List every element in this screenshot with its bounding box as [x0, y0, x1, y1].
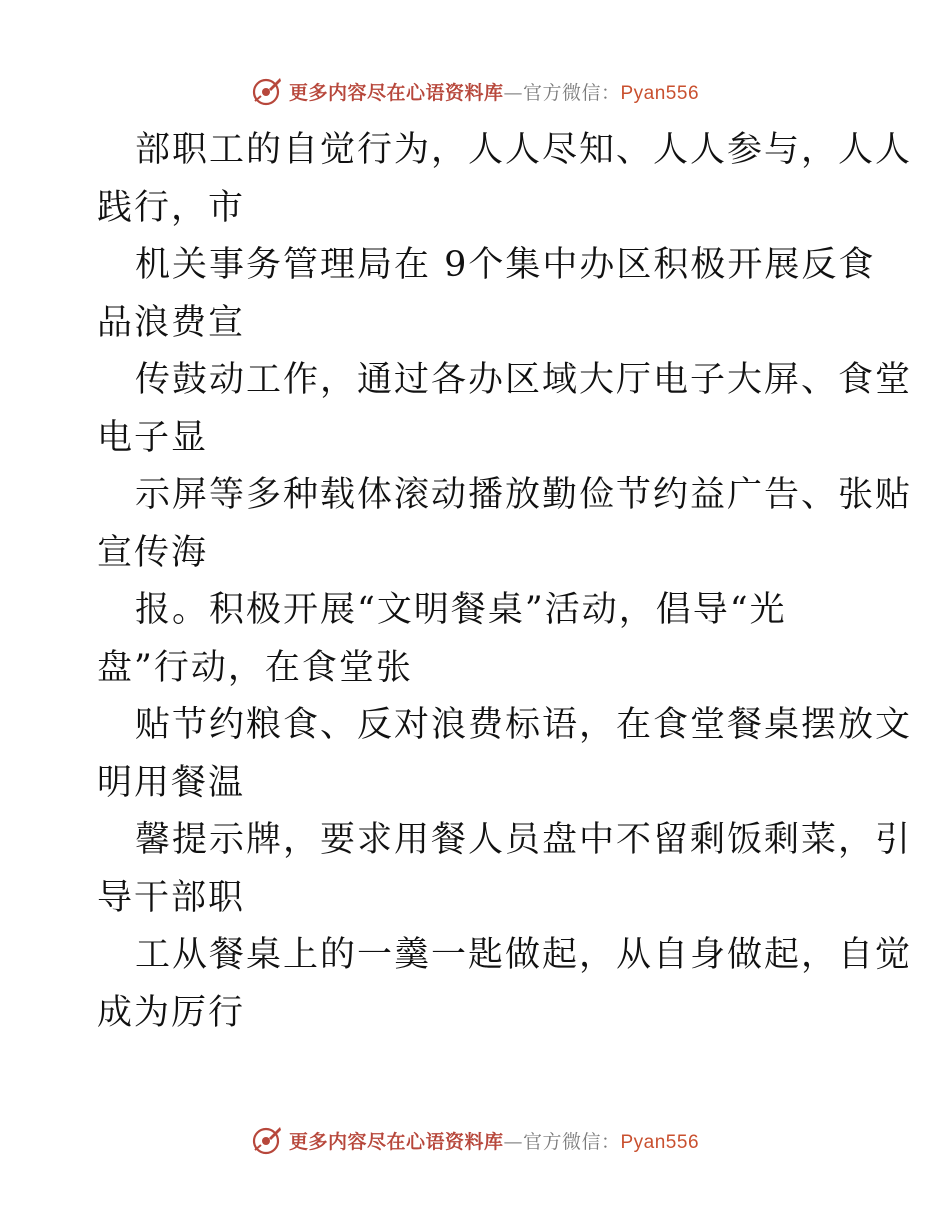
paragraph-first-line: 传鼓动工作，通过各办区域大厅电子大屏、食堂: [135, 360, 913, 400]
watermark-text: [289, 1127, 699, 1154]
paragraph: [97, 352, 913, 467]
paragraph: [97, 812, 913, 927]
paragraph-first-line: 部职工的自觉行为，人人尽知、人人参与，人人: [135, 130, 913, 170]
paragraph-first-line: 贴节约粮食、反对浪费标语，在食堂餐桌摆放文: [135, 705, 913, 745]
paragraph-first-line: 示屏等多种载体滚动播放勤俭节约益广告、张贴: [135, 475, 913, 515]
paragraph: [97, 467, 913, 582]
watermark-text: [289, 78, 699, 105]
paragraph: [97, 122, 913, 237]
watermark-wechat-id: Pyan556: [620, 82, 700, 104]
watermark-wechat-id: Pyan556: [620, 1131, 700, 1153]
paragraph-continuation-line: 盘”行动，在食堂张: [97, 647, 413, 688]
watermark-official-label: 官方微信：: [522, 1130, 621, 1153]
paragraph-continuation-line: 宣传海: [97, 532, 209, 573]
paragraph: [97, 582, 857, 697]
paragraph: [97, 237, 876, 352]
paragraph-continuation-line: 电子显: [97, 417, 209, 458]
paragraph-first-line: 工从餐桌上的一羹一匙做起，从自身做起，自觉: [135, 935, 913, 975]
paragraph-continuation-line: 践行，市: [97, 187, 246, 228]
quill-pen-logo-icon: [251, 75, 283, 107]
paragraph-continuation-line: 成为厉行: [97, 992, 246, 1033]
paragraph-first-line: 馨提示牌，要求用餐人员盘中不留剩饭剩菜，引: [135, 820, 913, 860]
paragraph-first-line: 报。积极开展“文明餐桌”活动，倡导“光: [135, 590, 787, 630]
watermark-separator: —: [503, 1130, 523, 1153]
watermark-official-label: 官方微信：: [522, 81, 621, 104]
footer-watermark: [0, 1120, 950, 1160]
watermark-separator: —: [503, 81, 523, 104]
paragraph: [97, 697, 913, 812]
document-body: [97, 122, 913, 1042]
paragraph-first-line: 机关事务管理局在 9个集中办区积极开展反食: [135, 245, 876, 285]
paragraph-continuation-line: 明用餐温: [97, 762, 246, 803]
header-watermark: [0, 71, 950, 111]
watermark-site-text: 更多内容尽在心语资料库: [288, 81, 504, 104]
watermark-site-text: 更多内容尽在心语资料库: [288, 1130, 504, 1153]
quill-pen-logo-icon: [251, 1124, 283, 1156]
paragraph-continuation-line: 导干部职: [97, 877, 246, 918]
paragraph-continuation-line: 品浪费宣: [97, 302, 246, 343]
paragraph: [97, 927, 913, 1042]
